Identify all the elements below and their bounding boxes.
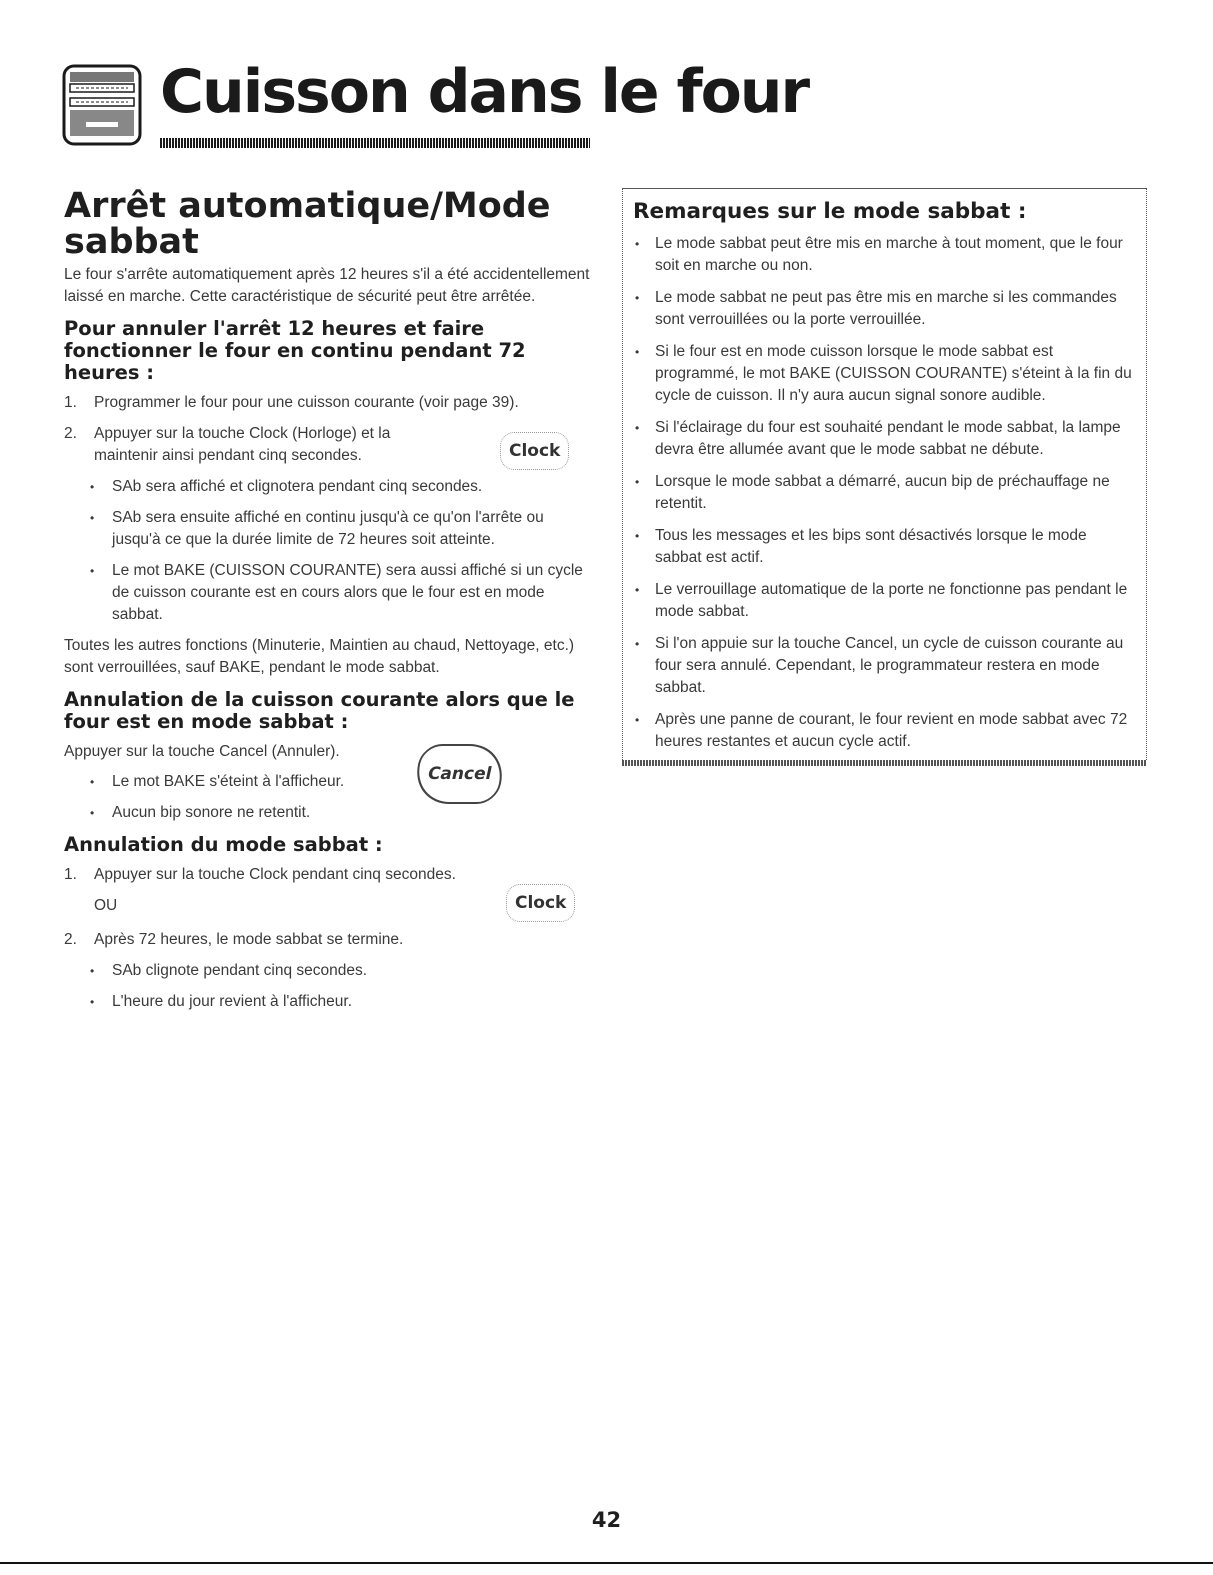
list-item: • Après une panne de courant, le four revient en mode sabbat avec 72 heures restantes et aucun cycle actif.: [633, 709, 1136, 753]
list-item: • SAb sera affiché et clignotera pendant cinq secondes.: [64, 476, 594, 498]
list-item: • Aucun bip sonore ne retentit.: [64, 802, 594, 824]
cancel-key-icon: Cancel: [410, 744, 510, 804]
box-bottom-border: [622, 760, 1147, 766]
step-number: 2.: [64, 425, 77, 442]
step-item: [64, 929, 594, 951]
subsection-heading: Annulation du mode sabbat :: [64, 833, 383, 856]
oven-icon: [62, 64, 142, 148]
intro-paragraph: Le four s'arrête automatiquement après 12 heures s'il a été accidentellement laissé en marche. Cette caractéristique de sécurité peut être arrêtée.: [64, 266, 590, 305]
or-text: OU: [94, 897, 118, 914]
page-number: 42: [591, 1508, 622, 1532]
list-item: • Si l'éclairage du four est souhaité pendant le mode sabbat, la lampe devra être allumée avant que le mode sabbat ne débute.: [633, 417, 1136, 461]
list-item: • Si l'on appuie sur la touche Cancel, un cycle de cuisson courante au four sera annulé. Cependant, le programmateur restera en mode sabbat.: [633, 633, 1136, 699]
list-item: • Le mode sabbat ne peut pas être mis en marche si les commandes sont verrouillées ou la porte verrouillée.: [633, 287, 1136, 331]
page-title: Cuisson dans le four: [160, 57, 809, 127]
bottom-rule: [0, 1562, 1213, 1564]
sabbath-notes-box: [622, 188, 1147, 760]
subsection-heading: Annulation de la cuisson courante alors que le four est en mode sabbat :: [64, 688, 575, 733]
list-item: • L'heure du jour revient à l'afficheur.: [64, 991, 594, 1013]
clock-key-icon: Clock: [506, 884, 575, 922]
step-number: 1.: [64, 866, 77, 883]
step-text: Programmer le four pour une cuisson courante (voir page 39).: [94, 394, 519, 411]
list-item: • SAb sera ensuite affiché en continu jusqu'à ce qu'on l'arrête ou jusqu'à ce que la durée limite de 72 heures soit atteinte.: [64, 507, 594, 551]
step-text: Appuyer sur la touche Clock pendant cinq secondes.: [94, 866, 456, 883]
box-heading: Remarques sur le mode sabbat :: [633, 199, 1027, 224]
list-item: • Lorsque le mode sabbat a démarré, aucun bip de préchauffage ne retentit.: [633, 471, 1136, 515]
title-underline: [160, 138, 590, 148]
list-item: • Le mot BAKE s'éteint à l'afficheur.: [64, 771, 594, 793]
list-item: • Le mode sabbat peut être mis en marche à tout moment, que le four soit en marche ou non.: [633, 233, 1136, 277]
list-item: • Le mot BAKE (CUISSON COURANTE) sera aussi affiché si un cycle de cuisson courante est en cours alors que le four est en mode sabbat.: [64, 560, 594, 626]
list-item: • SAb clignote pendant cinq secondes.: [64, 960, 594, 982]
step-number: 2.: [64, 931, 77, 948]
step-item: [64, 392, 594, 414]
list-item: • Si le four est en mode cuisson lorsque le mode sabbat est programmé, le mot BAKE (CUISSON COURANTE) s'éteint à la fin du cycle de cuisson. Il n'y aura aucun signal sonore audible.: [633, 341, 1136, 407]
note-paragraph: Toutes les autres fonctions (Minuterie, Maintien au chaud, Nettoyage, etc.) sont verrouillées, sauf BAKE, pendant le mode sabbat.: [64, 637, 575, 676]
step-item: [64, 864, 594, 886]
step-text: Après 72 heures, le mode sabbat se termine.: [94, 931, 404, 948]
clock-key-icon: Clock: [500, 432, 569, 470]
step-number: 1.: [64, 394, 77, 411]
section-heading: Arrêt automatique/Mode sabbat: [64, 186, 551, 262]
instruction-text: Appuyer sur la touche Cancel (Annuler).: [64, 743, 340, 760]
subsection-heading: Pour annuler l'arrêt 12 heures et faire fonctionner le four en continu pendant 72 heures :: [64, 317, 526, 384]
list-item: • Tous les messages et les bips sont désactivés lorsque le mode sabbat est actif.: [633, 525, 1136, 569]
list-item: • Le verrouillage automatique de la porte ne fonctionne pas pendant le mode sabbat.: [633, 579, 1136, 623]
step-text: Appuyer sur la touche Clock (Horloge) et la maintenir ainsi pendant cinq secondes.: [94, 425, 391, 464]
